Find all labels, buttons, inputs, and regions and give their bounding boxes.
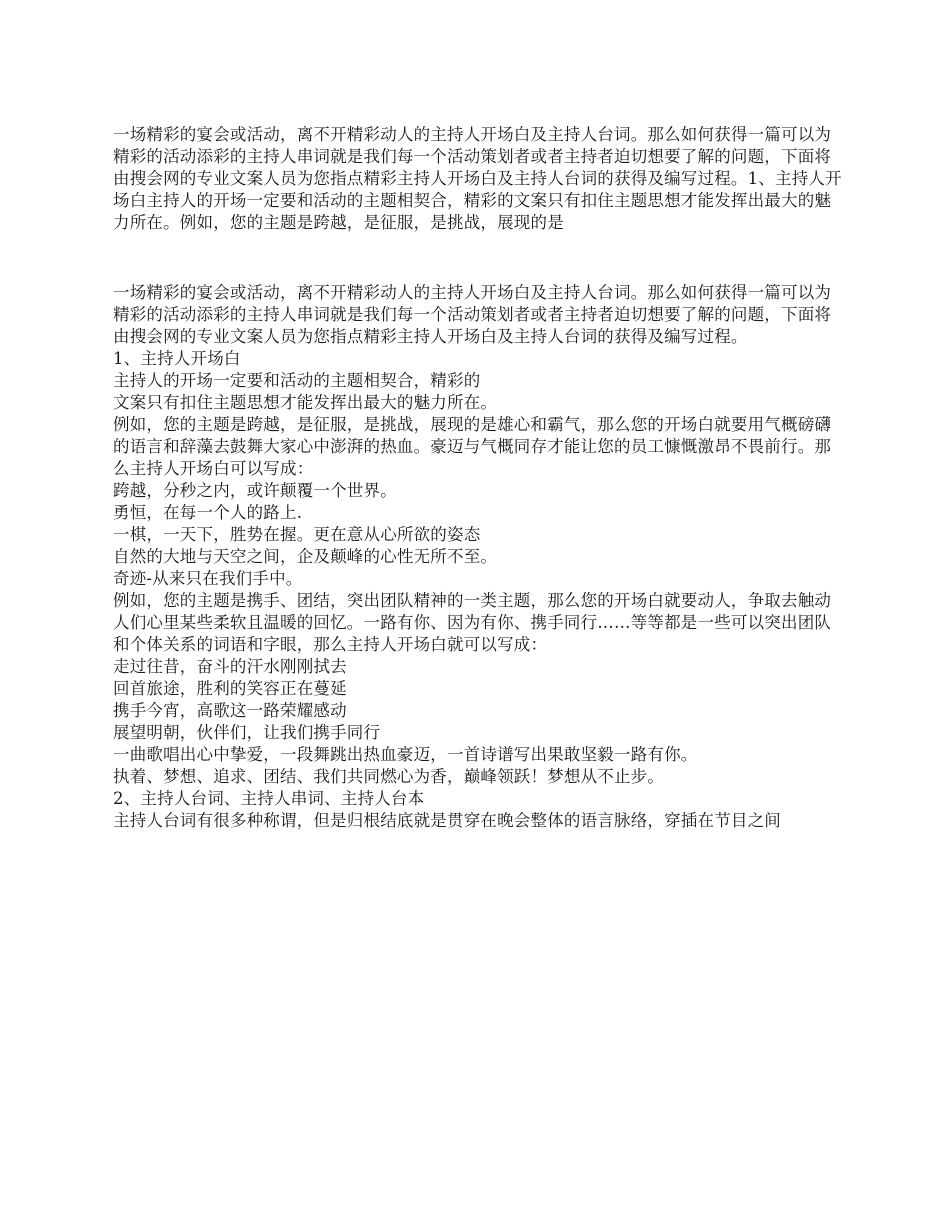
example-paragraph-2: 例如，您的主题是携手、团结，突出团队精神的一类主题，那么您的开场白就要动人，争取去触动人们心里某些柔软且温暖的回忆。一路有你、因为有你、携手同行……等等都是一些可以突出团队和个体关系的词语和字眼，那么主持人开场白就可以写成： [113, 591, 832, 654]
verse-line: 回首旅途，胜利的笑容正在蔓延 [113, 679, 347, 698]
verse-line: 奇迹-从来只在我们手中。 [113, 569, 303, 588]
section-heading-opening: 1、主持人开场白 [113, 349, 241, 368]
verse-line: 自然的大地与天空之间，企及颠峰的心性无所不至。 [113, 547, 498, 566]
paragraph-line: 文案只有扣住主题思想才能发挥出最大的魅力所在。 [113, 393, 498, 412]
verse-line: 走过往昔，奋斗的汗水刚刚拭去 [113, 657, 347, 676]
section-heading-lines: 2、主持人台词、主持人串词、主持人台本 [113, 789, 425, 808]
document-page [113, 124, 843, 832]
intro-paragraph: 一场精彩的宴会或活动，离不开精彩动人的主持人开场白及主持人台词。那么如何获得一篇可以为精彩的活动添彩的主持人串词就是我们每一个活动策划者或者主持者迫切想要了解的问题，下面将由搜会网的专业文案人员为您指点精彩主持人开场白及主持人台词的获得及编写过程。 [113, 283, 832, 346]
summary-paragraph: 一场精彩的宴会或活动，离不开精彩动人的主持人开场白及主持人台词。那么如何获得一篇可以为精彩的活动添彩的主持人串词就是我们每一个活动策划者或者主持者迫切想要了解的问题，下面将由搜会网的专业文案人员为您指点精彩主持人开场白及主持人台词的获得及编写过程。1、主持人开场白主持人的开场一定要和活动的主题相契合，精彩的文案只有扣住主题思想才能发挥出最大的魅力所在。例如，您的主题是跨越，是征服，是挑战，展现的是 [113, 125, 842, 232]
verse-line: 一曲歌唱出心中挚爱，一段舞跳出热血豪迈，一首诗谱写出果敢坚毅一路有你。 [113, 745, 698, 764]
closing-paragraph: 主持人台词有很多种称谓，但是归根结底就是贯穿在晚会整体的语言脉络，穿插在节目之间 [113, 811, 781, 830]
verse-line: 展望明朝，伙伴们，让我们携手同行 [113, 723, 381, 742]
paragraph-line: 主持人的开场一定要和活动的主题相契合，精彩的 [113, 371, 481, 390]
verse-line: 跨越，分秒之内，或许颠覆一个世界。 [113, 481, 397, 500]
document-body [113, 282, 843, 832]
example-paragraph-1: 例如，您的主题是跨越，是征服，是挑战，展现的是雄心和霸气，那么您的开场白就要用气概磅礴的语言和辞藻去鼓舞大家心中澎湃的热血。豪迈与气概同存才能让您的员工慷慨激昂不畏前行。那么主持人开场白可以写成： [113, 415, 832, 478]
verse-line: 勇恒，在每一个人的路上. [113, 503, 303, 522]
verse-line: 一棋，一天下，胜势在握。更在意从心所欲的姿态 [113, 525, 481, 544]
verse-line: 执着、梦想、追求、团结、我们共同燃心为香，巅峰领跃！梦想从不止步。 [113, 767, 665, 786]
verse-line: 携手今宵，高歌这一路荣耀感动 [113, 701, 347, 720]
